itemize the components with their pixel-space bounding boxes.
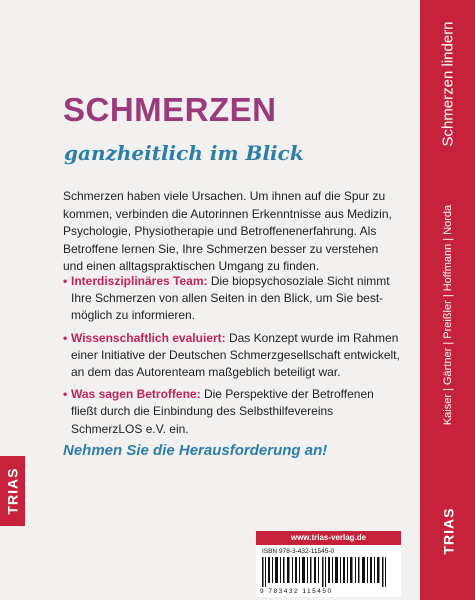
feature-item xyxy=(63,330,403,382)
book-spine xyxy=(420,0,475,600)
spine-publisher-text: TRIAS xyxy=(440,507,456,555)
closing-tagline: Nehmen Sie die Herausforderung an! xyxy=(63,442,328,459)
book-subtitle: ganzheitlich im Blick xyxy=(64,141,304,165)
isbn-number: ISBN 978-3-432-11545-0 xyxy=(262,548,335,555)
spine-publisher-logo xyxy=(436,500,460,562)
feature-lead: Was sagen Betroffene: xyxy=(71,387,201,402)
feature-text: Die Perspektive der Betroffenen fließt durch die Einbindung des Selbsthilfevereins SchmerzLOS e.V. ein. xyxy=(71,387,374,436)
spine-authors: Kaiser | Gärtner | Preißler | Hoffmann | Nordа xyxy=(442,204,454,426)
feature-lead: Interdisziplinäres Team: xyxy=(71,274,208,288)
bullet-icon: • xyxy=(63,387,68,402)
publisher-logo-text: TRIAS xyxy=(4,467,21,515)
book-title: SCHMERZEN xyxy=(63,91,277,128)
feature-item xyxy=(63,273,403,325)
isbn-block xyxy=(256,545,401,597)
feature-item xyxy=(63,386,403,438)
publisher-url: www.trias-verlag.de xyxy=(256,531,401,545)
bullet-icon: • xyxy=(63,274,68,288)
feature-text: Die biopsychosoziale Sicht nimmt Ihre Schmerzen von allen Seiten in den Blick, um Sie best-möglich zu informieren. xyxy=(71,274,390,323)
bullet-icon: • xyxy=(63,330,68,345)
feature-list xyxy=(63,273,403,443)
intro-paragraph: Schmerzen haben viele Ursachen. Um ihnen auf die Spur zu kommen, verbinden die Autorinnen Erkenntnisse aus Medizin, Psychologie, Physiotherapie und Betroffenenerfahrung. Als Betroffene lernen Sie, Ihre Schmerzen besser zu verstehen und einen alltagspraktischen Umgang zu finden. xyxy=(63,189,392,273)
barcode-icon xyxy=(262,557,392,587)
feature-text: Das Konzept wurde im Rahmen einer Initiative der Deutschen Schmerzgesellschaft entwickelt, an dem das Autorenteam maßgeblich beteiligt war. xyxy=(71,330,400,380)
publisher-logo xyxy=(0,456,25,526)
spine-title: Schmerzen lindern xyxy=(439,21,457,147)
barcode-digits: 9 783432 115450 xyxy=(260,588,333,595)
feature-lead: Wissenschaftlich evaluiert: xyxy=(71,330,226,345)
